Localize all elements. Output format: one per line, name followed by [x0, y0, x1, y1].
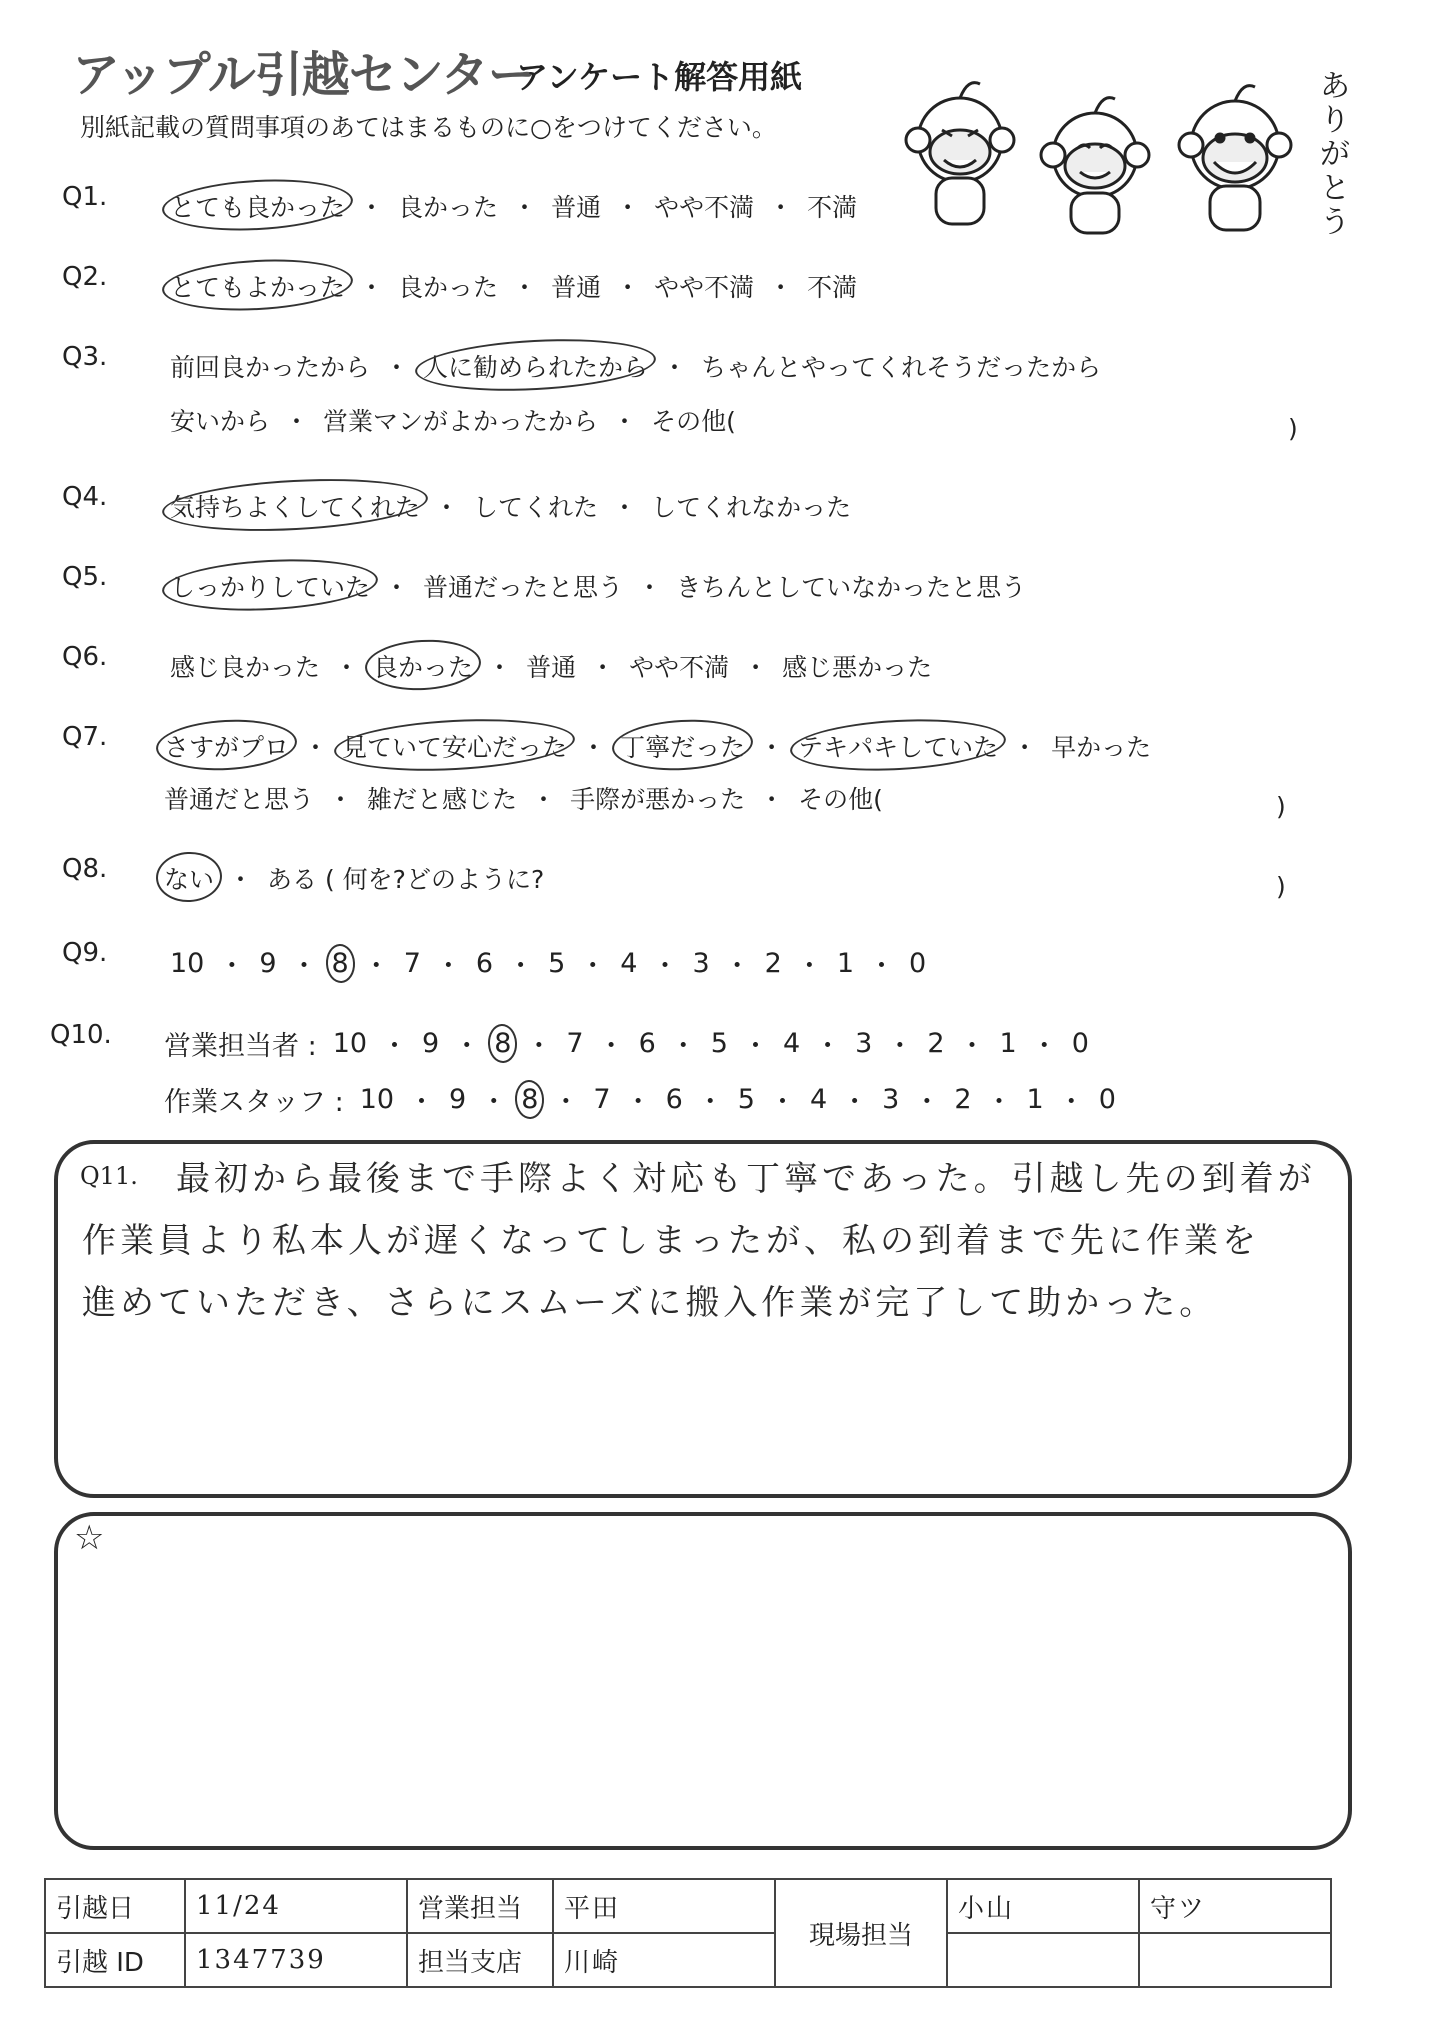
q9-score[interactable]: 5 — [548, 948, 566, 979]
q9-score[interactable]: 10 — [170, 948, 205, 979]
q3-option[interactable]: ちゃんとやってくれそうだったから — [701, 353, 1102, 382]
q11-comment-line: 進めていただき、さらにスムーズに搬入作業が完了して助かった。 — [82, 1283, 1218, 1323]
form-subtitle: アンケート解答用紙 — [516, 58, 803, 96]
move-id-value: 1347739 — [185, 1933, 407, 1987]
instruction-text: 別紙記載の質問事項のあてはまるものに○をつけてください。 — [80, 113, 777, 142]
q10-staff-score[interactable]: 0 — [1098, 1084, 1116, 1115]
q10-number: Q10. — [50, 1020, 112, 1050]
q8-close: ) — [1276, 872, 1286, 901]
q8-options: ない ・ ある ( 何を?どのように? — [164, 860, 544, 896]
q4-number: Q4. — [62, 482, 108, 512]
monkey-right-icon — [1179, 86, 1291, 230]
q2-option[interactable]: 普通 — [551, 273, 602, 302]
company-title: アップル引越センター — [72, 47, 535, 103]
q10-sales-score[interactable]: 2 — [927, 1028, 945, 1059]
q6-option[interactable]: 良かった — [373, 648, 473, 684]
q9-number: Q9. — [62, 938, 108, 968]
q10-sales-score[interactable]: 6 — [638, 1028, 656, 1059]
q7-options: さすがプロ ・ 見ていて安心だった ・ 丁寧だった ・ テキパキしていた ・ 早かった — [164, 728, 1151, 764]
branch-value: 川崎 — [553, 1933, 775, 1987]
q10-sales-score[interactable]: 10 — [332, 1028, 368, 1059]
q7-option[interactable]: 雑だと感じた — [367, 785, 518, 814]
q9-scale: 10 ・ 9 ・ 8 ・ 7 ・ 6 ・ 5 ・ 4 ・ 3 ・ 2 ・ 1 ・ 0 — [170, 948, 927, 982]
q1-option[interactable]: 不満 — [807, 193, 858, 222]
q10-staff-scale: 作業スタッフ : 10 ・ 9 ・ 8 ・ 7 ・ 6 ・ 5 ・ 4 ・ 3 ・ 2 ・ 1 ・ 0 — [164, 1080, 1116, 1119]
move-id-label: 引越 ID — [45, 1933, 185, 1987]
q10-sales-score[interactable]: 1 — [999, 1028, 1017, 1059]
q5-options: しっかりしていた ・ 普通だったと思う ・ きちんとしていなかったと思う — [170, 568, 1026, 604]
q6-option[interactable]: 感じ悪かった — [782, 653, 933, 682]
q11-comment-line: 作業員より私本人が遅くなってしまったが、私の到着まで先に作業を — [82, 1221, 1260, 1261]
q1-number: Q1. — [62, 182, 108, 212]
q3-options-row2: 安いから ・ 営業マンがよかったから ・ その他( — [170, 402, 736, 438]
q8-number: Q8. — [62, 854, 108, 884]
monkey-middle-icon — [1041, 98, 1149, 233]
q7-option[interactable]: 普通だと思う — [164, 785, 315, 814]
q1-option[interactable]: 良かった — [398, 193, 499, 222]
q7-option[interactable]: 早かった — [1051, 733, 1152, 762]
q8-option[interactable]: ある ( 何を?どのように? — [267, 865, 545, 894]
q9-score[interactable]: 8 — [331, 948, 349, 979]
q3-option[interactable]: 前回良かったから — [170, 353, 371, 382]
q2-number: Q2. — [62, 262, 108, 292]
q5-number: Q5. — [62, 562, 108, 592]
q2-option[interactable]: とてもよかった — [170, 268, 345, 304]
q3-option-other[interactable]: その他( — [651, 407, 736, 436]
q7-options-row2: 普通だと思う ・ 雑だと感じた ・ 手際が悪かった ・ その他( — [164, 780, 883, 816]
q10-staff-score[interactable]: 10 — [359, 1084, 395, 1115]
q5-option[interactable]: 普通だったと思う — [423, 573, 624, 602]
q10-staff-score[interactable]: 6 — [665, 1084, 683, 1115]
q6-number: Q6. — [62, 642, 108, 672]
q11-comment-line: 最初から最後まで手際よく対応も丁寧であった。引越し先の到着が — [176, 1159, 1316, 1199]
footer-info-table — [44, 1878, 1332, 1988]
q10-staff-score[interactable]: 2 — [954, 1084, 972, 1115]
q7-other-close: ) — [1276, 792, 1286, 821]
q2-options: とてもよかった ・ 良かった ・ 普通 ・ やや不満 ・ 不満 — [170, 268, 857, 304]
q7-option[interactable]: 丁寧だった — [620, 728, 745, 764]
mascot-thanks-text: ありがとう — [1320, 69, 1350, 240]
q10-sales-score[interactable]: 0 — [1071, 1028, 1089, 1059]
q9-score[interactable]: 1 — [836, 948, 855, 979]
q3-option[interactable]: 人に勧められたから — [423, 348, 648, 384]
q8-option[interactable]: ない — [164, 860, 214, 896]
q1-options: とても良かった ・ 良かった ・ 普通 ・ やや不満 ・ 不満 — [170, 188, 857, 224]
q3-options: 前回良かったから ・ 人に勧められたから ・ ちゃんとやってくれそうだったから — [170, 348, 1101, 384]
q7-option[interactable]: 見ていて安心だった — [342, 728, 567, 764]
sales-label: 営業担当 — [407, 1879, 553, 1933]
move-date-value: 11/24 — [185, 1879, 407, 1933]
q4-option[interactable]: 気持ちよくしてくれた — [170, 488, 420, 524]
q10-sales-label: 営業担当者 : — [164, 1031, 317, 1062]
q9-score[interactable]: 6 — [475, 948, 494, 979]
q10-staff-score[interactable]: 8 — [521, 1084, 539, 1115]
q10-staff-score[interactable]: 4 — [809, 1084, 828, 1115]
q3-option[interactable]: 営業マンがよかったから — [323, 407, 599, 436]
site-staff-1: 小山 — [947, 1879, 1139, 1933]
q10-staff-score[interactable]: 7 — [593, 1084, 611, 1115]
q11-label: Q11. — [80, 1162, 138, 1190]
q6-option[interactable]: 感じ良かった — [170, 653, 321, 682]
site-staff-4 — [1139, 1933, 1331, 1987]
q7-number: Q7. — [62, 722, 108, 752]
q4-options: 気持ちよくしてくれた ・ してくれた ・ してくれなかった — [170, 488, 851, 524]
q5-option[interactable]: しっかりしていた — [170, 568, 370, 604]
q9-score[interactable]: 2 — [764, 948, 782, 979]
site-staff-2: 守ツ — [1139, 1879, 1331, 1933]
q2-option[interactable]: 不満 — [807, 273, 858, 302]
q7-option-other[interactable]: その他( — [798, 785, 883, 814]
q4-option[interactable]: してくれた — [473, 493, 599, 522]
q9-score[interactable]: 7 — [403, 948, 421, 979]
q7-option[interactable]: テキパキしていた — [798, 728, 998, 764]
q3-number: Q3. — [62, 342, 108, 372]
q9-score[interactable]: 3 — [692, 948, 710, 979]
branch-label: 担当支店 — [407, 1933, 553, 1987]
q4-option[interactable]: してくれなかった — [651, 493, 852, 522]
q10-sales-score[interactable]: 7 — [566, 1028, 584, 1059]
site-label: 現場担当 — [775, 1879, 947, 1987]
q7-option[interactable]: 手際が悪かった — [570, 785, 746, 814]
q10-staff-label: 作業スタッフ : — [164, 1087, 344, 1118]
q10-staff-score[interactable]: 1 — [1026, 1084, 1044, 1115]
q3-other-close: ) — [1288, 414, 1298, 443]
q6-options: 感じ良かった ・ 良かった ・ 普通 ・ やや不満 ・ 感じ悪かった — [170, 648, 932, 684]
sales-value: 平田 — [553, 1879, 775, 1933]
q2-option[interactable]: やや不満 — [654, 273, 755, 302]
q3-option[interactable]: 安いから — [170, 407, 271, 436]
q9-score[interactable]: 0 — [909, 948, 927, 979]
q7-option[interactable]: さすがプロ — [164, 728, 289, 764]
q10-sales-score[interactable]: 9 — [422, 1028, 440, 1059]
q1-option[interactable]: やや不満 — [654, 193, 755, 222]
q6-option[interactable]: やや不満 — [629, 653, 730, 682]
q10-staff-score[interactable]: 9 — [449, 1084, 467, 1115]
move-date-label: 引越日 — [45, 1879, 185, 1933]
q10-staff-score[interactable]: 5 — [737, 1084, 755, 1115]
q10-sales-scale: 営業担当者 : 10 ・ 9 ・ 8 ・ 7 ・ 6 ・ 5 ・ 4 ・ 3 ・ 2 ・ 1 ・ 0 — [164, 1024, 1089, 1063]
q9-score[interactable]: 9 — [259, 948, 277, 979]
q10-sales-score[interactable]: 5 — [710, 1028, 728, 1059]
q10-sales-score[interactable]: 8 — [494, 1028, 512, 1059]
q5-option[interactable]: きちんとしていなかったと思う — [676, 573, 1027, 602]
star-comment-box[interactable] — [54, 1512, 1352, 1850]
site-staff-3 — [947, 1933, 1139, 1987]
q10-sales-score[interactable]: 4 — [782, 1028, 801, 1059]
mascot-illustration — [880, 60, 1360, 240]
q6-option[interactable]: 普通 — [526, 653, 577, 682]
q2-option[interactable]: 良かった — [398, 273, 499, 302]
q1-option[interactable]: とても良かった — [170, 188, 345, 224]
q9-score[interactable]: 4 — [620, 948, 638, 979]
q10-staff-score[interactable]: 3 — [882, 1084, 900, 1115]
monkey-left-icon — [906, 83, 1014, 224]
star-icon: ☆ — [74, 1518, 105, 1558]
q10-sales-score[interactable]: 3 — [855, 1028, 873, 1059]
q1-option[interactable]: 普通 — [551, 193, 602, 222]
